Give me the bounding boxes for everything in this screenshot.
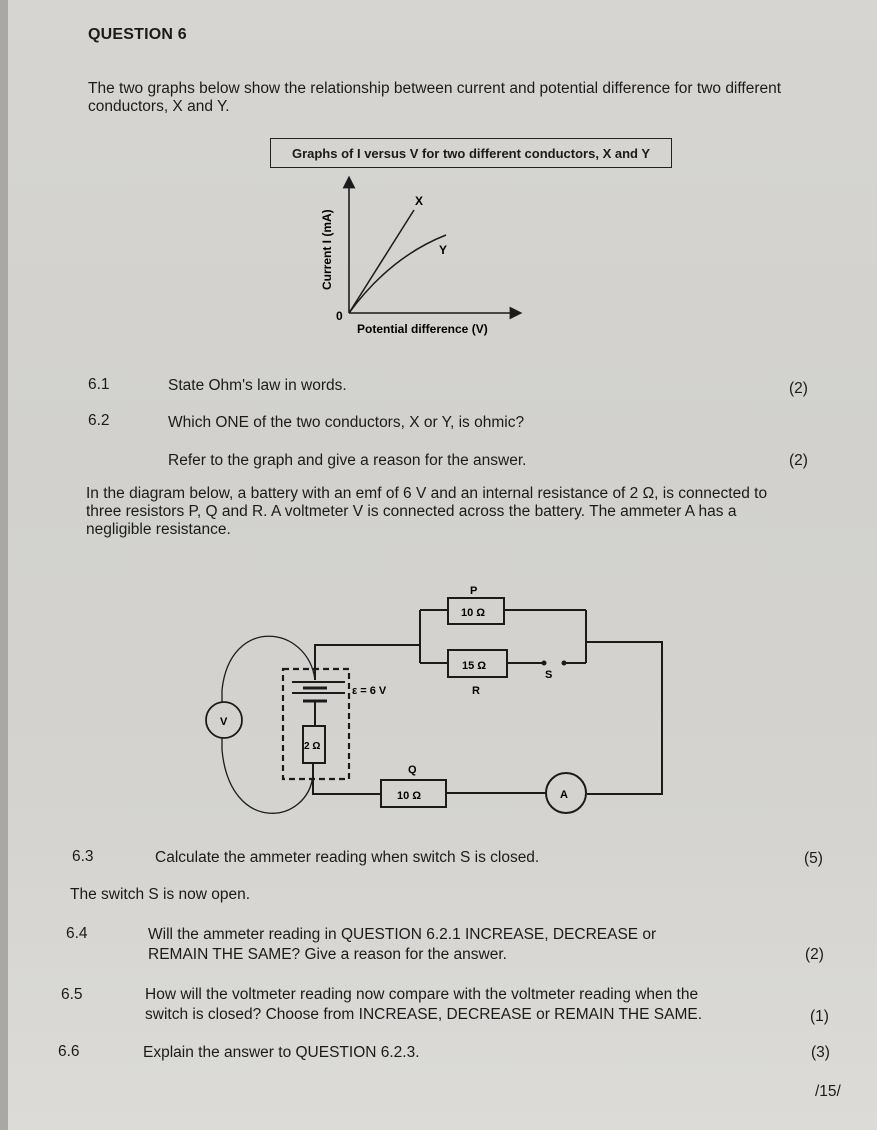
switch-contact (562, 661, 567, 666)
q6-5-marks: (1) (810, 1008, 829, 1025)
label-a: A (560, 789, 568, 801)
voltmeter-wire-bottom (222, 737, 313, 813)
line-x (349, 210, 414, 313)
label-emf: ε = 6 V (352, 685, 387, 697)
q6-5-text2: switch is closed? Choose from INCREASE, DECREASE or REMAIN THE SAME. (145, 1006, 703, 1023)
q6-6-number: 6.6 (58, 1043, 80, 1060)
page-edge (0, 0, 8, 1130)
wire-top (315, 645, 420, 680)
q6-4-number: 6.4 (66, 925, 88, 942)
q6-2-text2: Refer to the graph and give a reason for the answer. (168, 452, 527, 469)
question-title: QUESTION 6 (88, 26, 187, 43)
origin-label: 0 (336, 309, 343, 323)
y-axis-label: Current I (mA) (320, 209, 334, 290)
q6-1-text: State Ohm's law in words. (168, 377, 347, 394)
value-q: 10 Ω (397, 790, 422, 802)
q6-1-number: 6.1 (88, 376, 110, 393)
circuit-diagram (200, 570, 680, 830)
switch-contact (542, 661, 547, 666)
q6-6-text: Explain the answer to QUESTION 6.2.3. (143, 1044, 420, 1061)
q6-5-number: 6.5 (61, 986, 83, 1003)
q6-3-marks: (5) (804, 850, 823, 867)
value-internal: 2 Ω (304, 741, 321, 752)
label-r: R (472, 685, 480, 697)
q6-1-marks: (2) (789, 380, 808, 397)
question-intro: The two graphs below show the relationship between current and potential difference for two different conductors, X and Y. (88, 80, 782, 115)
q6-2-marks: (2) (789, 452, 808, 469)
graph-caption (270, 138, 672, 168)
label-s: S (545, 669, 553, 681)
graph-caption-text: Graphs of I versus V for two different conductors, X and Y (291, 145, 651, 161)
label-y: Y (439, 243, 448, 257)
iv-graph (300, 172, 540, 344)
value-p: 10 Ω (461, 607, 486, 619)
q6-5-text: How will the voltmeter reading now compare with the voltmeter reading when the (145, 986, 699, 1003)
total-marks: /15/ (815, 1083, 841, 1100)
switch-open-text: The switch S is now open. (70, 886, 251, 903)
x-axis-label: Potential difference (V) (357, 322, 488, 336)
q6-3-text: Calculate the ammeter reading when switch S is closed. (155, 849, 540, 866)
label-q: Q (408, 764, 417, 776)
label-x: X (415, 194, 424, 208)
q6-4-marks: (2) (805, 946, 824, 963)
q6-2-number: 6.2 (88, 412, 110, 429)
q6-4-text: Will the ammeter reading in QUESTION 6.2.1 INCREASE, DECREASE or (148, 926, 657, 943)
wire-right (586, 642, 662, 794)
circuit-intro: In the diagram below, a battery with an emf of 6 V and an internal resistance of 2 Ω, is connected to three resistors P, Q and R. A voltmeter V is connected across the battery. The ammeter A has a negligible resistance. (86, 485, 768, 538)
label-v: V (220, 716, 228, 728)
q6-3-number: 6.3 (72, 848, 94, 865)
q6-2-text: Which ONE of the two conductors, X or Y, is ohmic? (168, 414, 525, 431)
value-r: 15 Ω (462, 660, 487, 672)
curve-y (349, 235, 446, 313)
q6-4-text2: REMAIN THE SAME? Give a reason for the answer. (148, 946, 507, 963)
q6-6-marks: (3) (811, 1044, 830, 1061)
label-p: P (470, 585, 478, 597)
